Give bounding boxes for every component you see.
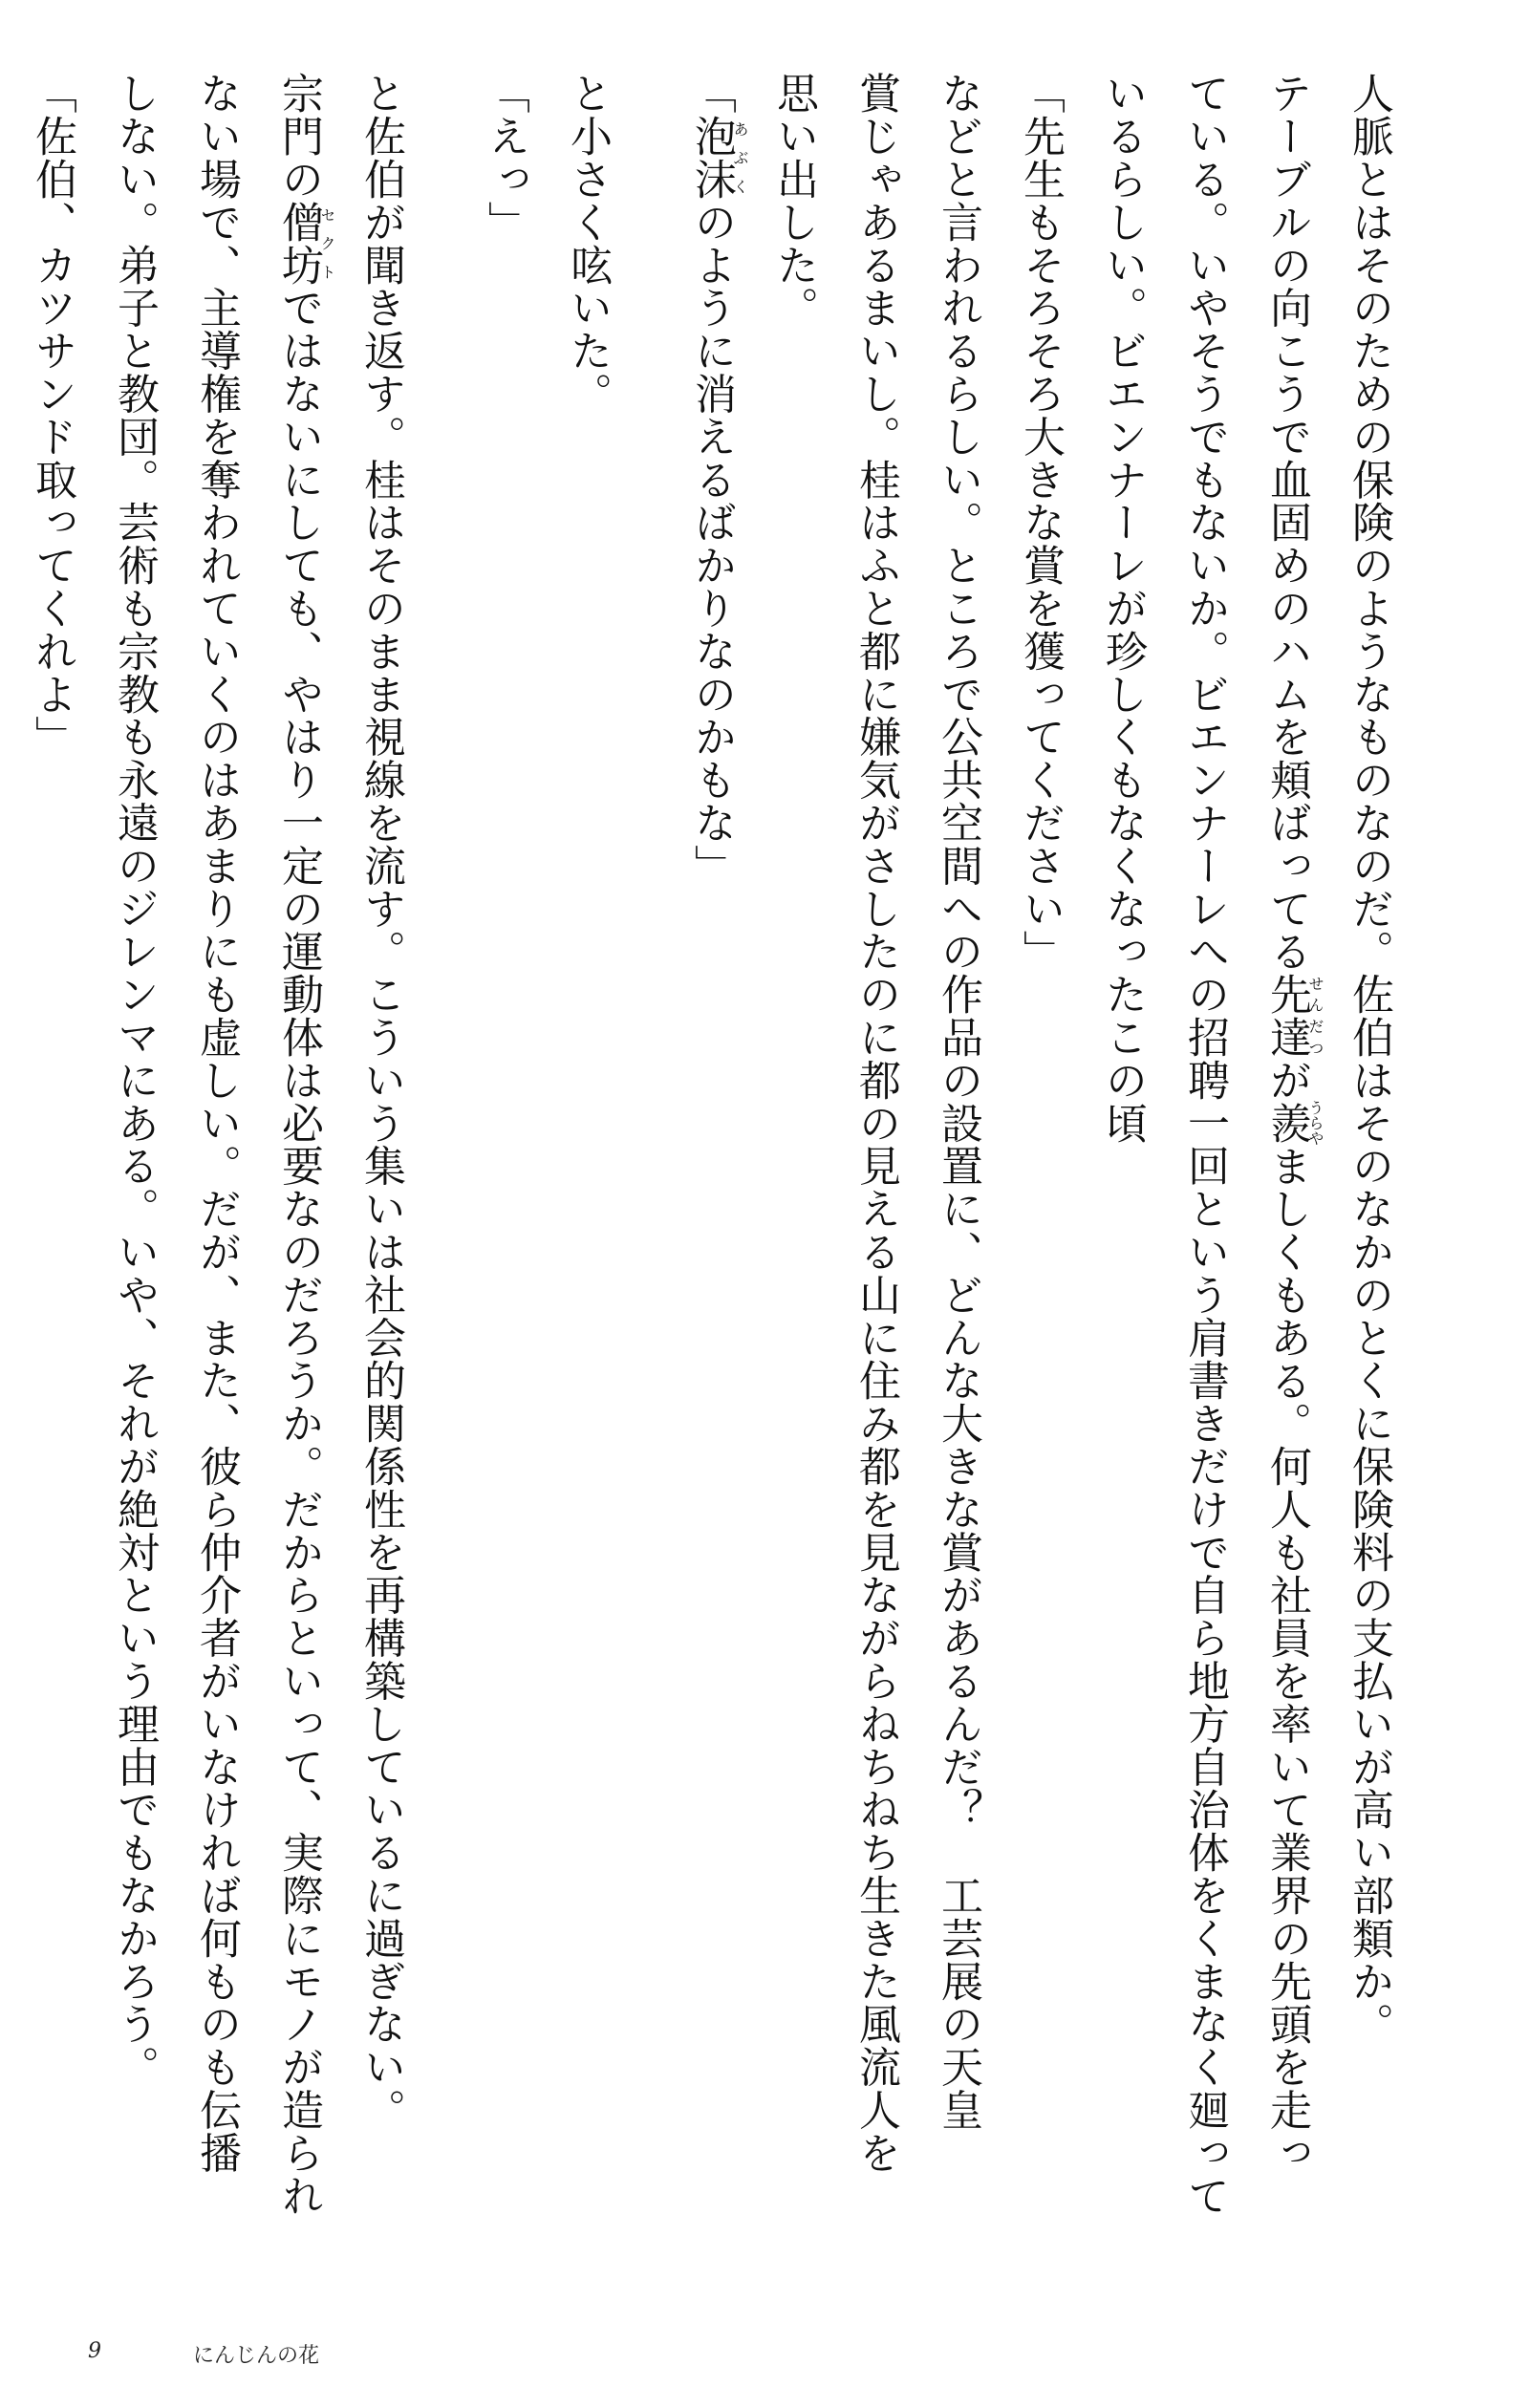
text-line [670,72,752,2069]
ruby-reading: セクト [318,200,336,287]
text-line: しない。弟子と教団。芸術も宗教も永遠のジレンマにある。いや、それが絶対という理由でもなかろう。 [110,72,159,2089]
ruby-reading: うらや [1306,1100,1324,1147]
text-line: 思い出した。 [769,72,818,330]
text-segment: 宗門の [274,72,323,201]
text-line: などと言われるらしい。ところで公共空間への作品の設置に、どんな大きな賞があるんだ？ 工芸展の天皇 [934,72,982,2132]
text-line: 「先生もそろそろ大きな賞を獲ってください」 [1016,72,1065,973]
ruby-base: 泡沫 [687,114,736,201]
ruby-word [687,114,749,201]
book-title: にんじんの花 [193,2344,320,2368]
ruby-reading: せんだつ [1306,972,1324,1059]
ruby-base: 先達 [1262,972,1311,1059]
text-line: 「佐伯、カツサンド取ってくれよ」 [28,72,76,759]
text-line: いるらしい。ビエンナーレが珍しくもなくなったこの頃 [1098,72,1147,1145]
text-line: ない場で、主導権を奪われていくのはあまりにも虚しい。だが、また、彼ら仲介者がいなければ何ものも伝播 [192,72,241,2175]
ruby-base: 僧坊 [274,200,323,287]
text-line: 「えっ」 [481,72,529,244]
text-line: と佐伯が聞き返す。桂はそのまま視線を流す。こういう集いは社会的関係性を再構築しているに過ぎない。 [356,72,405,2132]
text-segment: ましくもある。何人も社員を率いて業界の先頭を走っ [1262,1144,1311,2175]
ruby-word [1262,1100,1324,1147]
text-line: と小さく呟いた。 [563,72,612,416]
text-segment: テーブルの向こうで血固めのハムを頬ばってる [1262,72,1311,973]
ruby-word [1262,972,1324,1059]
ruby-base: 羨 [1262,1100,1311,1147]
text-line: 賞じゃあるまいし。桂はふと都に嫌気がさしたのに都の見える山に住み都を見ながらねちねち生きた風流人を [851,72,900,2175]
text-line [0,72,11,2069]
text-segment: 「 [687,72,736,115]
ruby-word [274,200,336,287]
text-segment: が [1262,1058,1311,1102]
text-segment: のように消えるばかりなのかもな」 [687,200,736,888]
text-line [257,72,339,2218]
text-segment: ではないにしても、やはり一定の運動体は必要なのだろうか。だからといって、実際にモノが造られ [274,286,323,2218]
page-number: 9 [88,2339,101,2363]
vertical-text-body [0,72,1410,2218]
text-line: ている。いやそうでもないか。ビエンナーレへの招聘一回という肩書きだけで自ら地方自治体をくまなく廻って [1180,72,1229,2217]
text-line: 人脈とはそのための保険のようなものなのだ。佐伯はそのなかのとくに保険料の支払いが高い部類か。 [1345,72,1393,2046]
text-line [1245,72,1327,2175]
ruby-reading: あぶく [731,114,749,201]
